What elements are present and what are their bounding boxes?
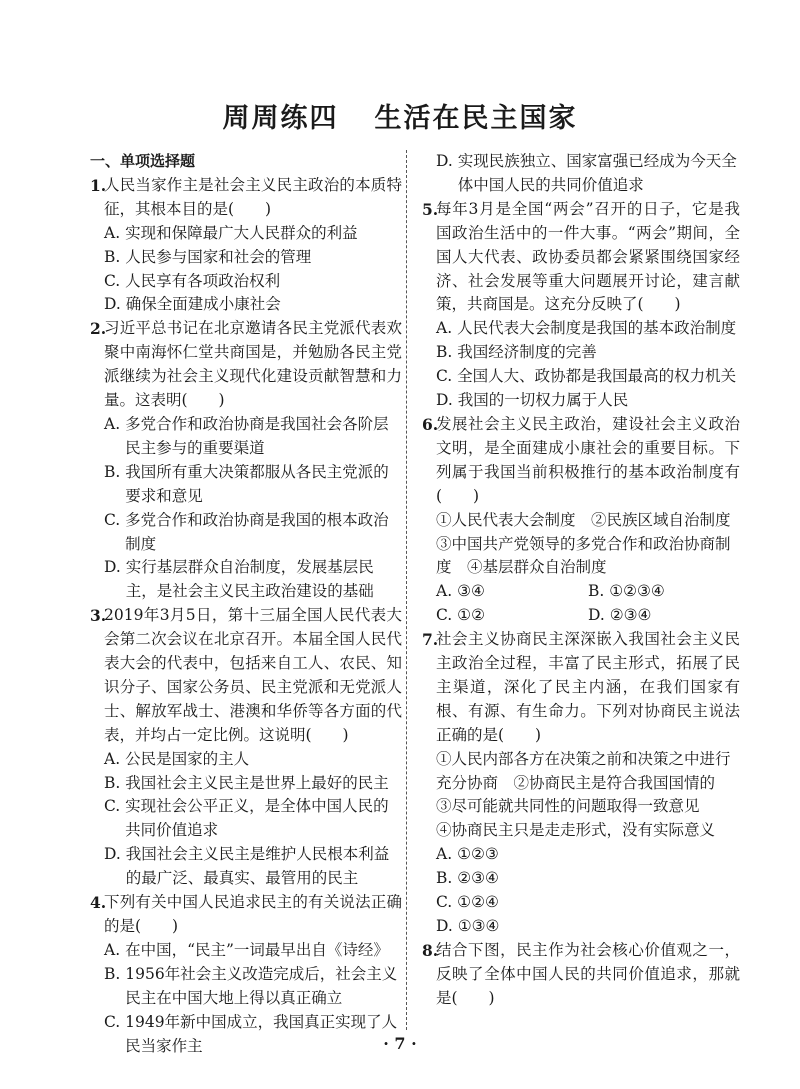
option-d: D. 我国的一切权力属于人民 xyxy=(436,391,629,410)
question-6 xyxy=(422,413,740,509)
option-b: B. 1956年社会主义改造完成后，社会主义民主在中国大地上得以真正确立 xyxy=(104,964,398,1007)
question-stem: 社会主义协商民主深深嵌入我国社会主义民主政治全过程，丰富了民主形式，拓展了民主渠道，深化了民主内涵，在我们国家有根、有源、有生命力。下列对协商民主说法正确的是( ) xyxy=(436,630,740,744)
question-number: 1. xyxy=(90,175,107,195)
statement-line: ③尽可能就共同性的问题取得一致意见 xyxy=(436,797,700,816)
option-c: C. 多党合作和政治协商是我国的根本政治制度 xyxy=(104,510,389,553)
question-stem: 人民当家作主是社会主义民主政治的本质特征，其根本目的是( ) xyxy=(104,175,402,218)
statement-line: ④协商民主只是走走形式，没有实际意义 xyxy=(436,821,716,840)
question-number: 3. xyxy=(90,606,107,626)
option-a: A. ①②③ xyxy=(436,845,499,864)
option-b: B. 人民参与国家和社会的管理 xyxy=(104,247,312,266)
option-d: D. 实现民族独立、国家富强已经成为今天全体中国人民的共同价值追求 xyxy=(436,152,737,194)
option-d: D. 确保全面建成小康社会 xyxy=(104,295,281,314)
option-b: B. 我国社会主义民主是世界上最好的民主 xyxy=(104,773,389,792)
title-part-1: 周周练四 xyxy=(222,103,339,134)
question-number: 7. xyxy=(422,630,439,650)
question-number: 2. xyxy=(90,319,107,339)
question-8 xyxy=(422,939,740,1011)
question-number: 4. xyxy=(90,893,107,913)
question-stem: 习近平总书记在北京邀请各民主党派代表欢聚中南海怀仁堂共商国是，并勉励各民主党派继续为社会主义现代化建设贡献智慧和力量。这表明( ) xyxy=(104,319,402,410)
option-b: B. 我国所有重大决策都服从各民主党派的要求和意见 xyxy=(104,462,389,505)
options-row xyxy=(422,604,740,628)
column-divider xyxy=(406,150,407,1030)
option-a: A. ③④ xyxy=(436,582,485,601)
title-part-2: 生活在民主国家 xyxy=(374,103,578,134)
statement-line: ①人民内部各方在决策之前和决策之中进行充分协商 ②协商民主是符合我国国情的 xyxy=(436,749,731,792)
option-a: A. 在中国，“民主”一词最早出自《诗经》 xyxy=(104,940,389,959)
statement-line: ③中国共产党领导的多党合作和政治协商制度 ④基层群众自治制度 xyxy=(436,534,731,577)
right-column xyxy=(422,150,740,1011)
page-title xyxy=(0,96,800,135)
option-d: D. 我国社会主义民主是维护人民根本利益的最广泛、最真实、最管用的民主 xyxy=(104,845,390,888)
section-heading: 一、单项选择题 xyxy=(90,152,196,170)
option-d: D. ①③④ xyxy=(436,917,500,935)
option-c: C. 人民享有各项政治权利 xyxy=(104,271,281,290)
left-column xyxy=(90,150,402,1058)
statement-line: ①人民代表大会制度 ②民族区域自治制度 xyxy=(436,510,731,529)
option-a: A. 公民是国家的主人 xyxy=(104,749,250,768)
question-3 xyxy=(90,604,402,747)
question-stem: 下列有关中国人民追求民主的有关说法正确的是( ) xyxy=(104,893,402,935)
option-c: C. 全国人大、政协都是我国最高的权力机关 xyxy=(436,367,737,386)
option-a: A. 人民代表大会制度是我国的基本政治制度 xyxy=(436,319,737,338)
question-stem: 结合下图，民主作为社会核心价值观之一，反映了全体中国人民的共同价值追求，那就是( ) xyxy=(436,940,740,1007)
question-5 xyxy=(422,198,740,318)
option-d: D. 实行基层群众自治制度，发展基层民主，是社会主义民主政治建设的基础 xyxy=(104,558,374,601)
question-4 xyxy=(90,891,402,939)
question-stem: 每年3月是全国“两会”召开的日子，它是我国政治生活中的一件大事。“两会”期间，全国人大代表、政协委员都会紧紧围绕国家经济、社会发展等重大问题展开讨论，建言献策，共商国是。这充分反映了( ) xyxy=(436,199,740,314)
option-c: C. 1949年新中国成立，我国真正实现了人民当家作主 xyxy=(104,1012,398,1055)
question-stem: 2019年3月5日，第十三届全国人民代表大会第二次会议在北京召开。本届全国人民代表大会的代表中，包括来自工人、农民、知识分子、国家公务员、民主党派和无党派人士、解放军战士、港澳和华侨等各方面的代表，并均占一定比例。这说明( ) xyxy=(104,606,402,744)
option-c: C. ①②④ xyxy=(436,893,499,912)
question-stem: 发展社会主义民主政治，建设社会主义政治文明，是全面建成小康社会的重要目标。下列属于我国当前积极推行的基本政治制度有( ) xyxy=(436,414,740,505)
question-2 xyxy=(90,317,402,413)
question-7 xyxy=(422,628,740,748)
question-1 xyxy=(90,174,402,222)
question-number: 5. xyxy=(422,199,439,219)
option-a: A. 多党合作和政治协商是我国社会各阶层民主参与的重要渠道 xyxy=(104,414,389,457)
question-number: 8. xyxy=(422,940,439,960)
options-row xyxy=(422,580,740,604)
option-c: C. 实现社会公平正义，是全体中国人民的共同价值追求 xyxy=(104,797,389,840)
option-b: B. ①②③④ xyxy=(588,582,665,601)
option-a: A. 实现和保障最广大人民群众的利益 xyxy=(104,223,358,242)
page-number: · 7 · xyxy=(383,1034,417,1053)
question-number: 6. xyxy=(422,414,439,434)
option-d: D. ②③④ xyxy=(588,606,652,625)
option-b: B. ②③④ xyxy=(436,869,499,888)
option-b: B. 我国经济制度的完善 xyxy=(436,343,597,362)
option-c: C. ①② xyxy=(436,606,485,625)
